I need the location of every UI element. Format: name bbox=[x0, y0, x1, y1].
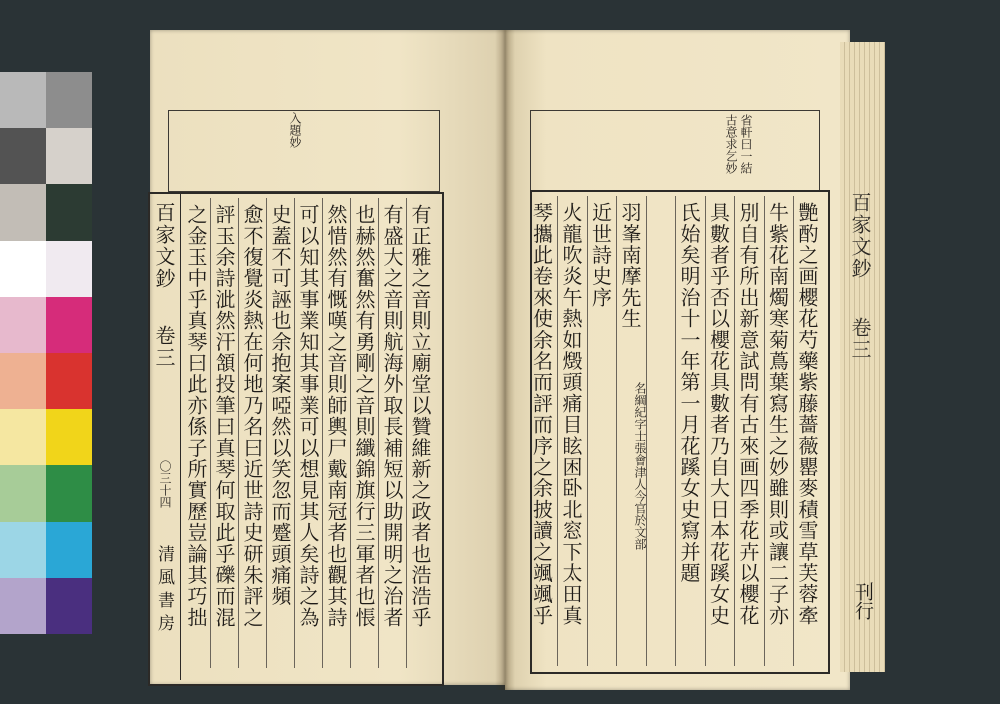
column-rule bbox=[406, 198, 407, 668]
text-column: 評玉余詩泚然汗頷投筆曰真琴何取此乎礫而混 bbox=[212, 204, 236, 628]
text-column: 琴攜此卷來使余名而評而序之余披讀之颯颯乎 bbox=[529, 202, 554, 626]
column-rule bbox=[675, 196, 676, 666]
right-margin-mark: 刊行 bbox=[852, 582, 874, 620]
color-swatch bbox=[46, 409, 92, 465]
book-gutter bbox=[495, 30, 515, 690]
color-swatch bbox=[46, 184, 92, 240]
text-column: 也赫然奮然有勇剛之音則纖錦旗行三軍者也悵 bbox=[352, 204, 376, 628]
page-edges bbox=[840, 42, 885, 672]
text-column: 火龍吹炎午熱如燬頭痛目眩困卧北窓下太田真 bbox=[559, 202, 583, 626]
text-column: 可以知其事業知其事業可以想見其人矣詩之為 bbox=[296, 204, 320, 628]
left-spine-title: 百家文鈔 bbox=[152, 202, 176, 290]
column-rule bbox=[238, 198, 239, 668]
column-rule bbox=[266, 198, 267, 668]
right-author-note: 名綱紀字士張會津人今官於文部 bbox=[633, 382, 647, 550]
color-swatch bbox=[46, 465, 92, 521]
text-column: 愈不復覺炎熱在何地乃名曰近世詩史研朱評之 bbox=[240, 204, 264, 628]
color-swatch bbox=[0, 353, 46, 409]
column-rule bbox=[557, 196, 558, 666]
color-swatch bbox=[46, 128, 92, 184]
left-spine-rule bbox=[180, 194, 181, 680]
left-header-box bbox=[168, 110, 440, 192]
text-column: 牛紫花南燭寒菊蔦葉寫生之妙雖則或讓二子亦 bbox=[765, 202, 790, 626]
column-rule bbox=[734, 196, 735, 666]
color-swatch bbox=[0, 72, 46, 128]
color-swatch bbox=[0, 241, 46, 297]
open-book bbox=[150, 30, 890, 695]
column-rule bbox=[210, 198, 211, 668]
column-rule bbox=[294, 198, 295, 668]
color-swatch bbox=[0, 297, 46, 353]
text-column: 別自有所出新意試問有古來画四季花卉以櫻花 bbox=[736, 202, 760, 626]
left-publisher: 清風書房 bbox=[154, 545, 174, 637]
color-swatch bbox=[0, 522, 46, 578]
right-page bbox=[505, 30, 850, 690]
color-calibration-card bbox=[0, 72, 92, 634]
column-rule bbox=[350, 198, 351, 668]
text-column: 近世詩史序 bbox=[588, 202, 613, 308]
right-header-note: 省軒曰一結古意求乞妙 bbox=[724, 114, 753, 174]
text-column: 有盛大之音則航海外取長補短以助開明之治者 bbox=[380, 204, 404, 628]
color-swatch bbox=[46, 72, 92, 128]
right-header-box bbox=[530, 110, 820, 192]
color-swatch bbox=[0, 184, 46, 240]
left-page bbox=[150, 30, 505, 685]
color-swatch bbox=[0, 578, 46, 634]
left-spine-volume: 卷三 bbox=[152, 325, 176, 369]
text-column: 史蓋不可誣也余抱案啞然以笑忽而蹙頭痛頻 bbox=[268, 204, 292, 607]
text-column: 之金玉中乎真琴曰此亦係子所實歷豈論其巧拙 bbox=[184, 204, 208, 628]
text-column: 然惜然有慨嘆之音則師輿尸戴南冠者也觀其詩 bbox=[324, 204, 348, 628]
left-page-number: 〇三十四 bbox=[158, 460, 172, 508]
color-swatch bbox=[0, 409, 46, 465]
column-rule bbox=[793, 196, 794, 666]
column-rule bbox=[616, 196, 617, 666]
text-column: 艷酌之画櫻花芍藥紫藤薔薇罌麥積雪草芙蓉牽 bbox=[795, 202, 819, 626]
color-swatch bbox=[46, 522, 92, 578]
column-rule bbox=[705, 196, 706, 666]
column-rule bbox=[587, 196, 588, 666]
color-swatch bbox=[46, 297, 92, 353]
text-column: 有正雅之音則立廟堂以贊維新之政者也浩浩乎 bbox=[408, 204, 432, 628]
color-swatch bbox=[0, 465, 46, 521]
column-rule bbox=[764, 196, 765, 666]
text-column: 具數者乎否以櫻花具數者乃自大日本花蹊女史 bbox=[706, 202, 731, 626]
color-swatch bbox=[46, 578, 92, 634]
color-swatch bbox=[46, 241, 92, 297]
right-spine-volume: 卷三 bbox=[848, 317, 872, 361]
text-column: 氏始矣明治十一年第一月花蹊女史寫并題 bbox=[677, 202, 701, 584]
color-swatch bbox=[46, 353, 92, 409]
text-column: 羽峯南摩先生 bbox=[618, 202, 642, 330]
column-rule bbox=[378, 198, 379, 668]
left-header-note: 入題妙 bbox=[288, 112, 302, 148]
color-swatch bbox=[0, 128, 46, 184]
column-rule bbox=[322, 198, 323, 668]
right-spine-title: 百家文鈔 bbox=[848, 192, 872, 280]
